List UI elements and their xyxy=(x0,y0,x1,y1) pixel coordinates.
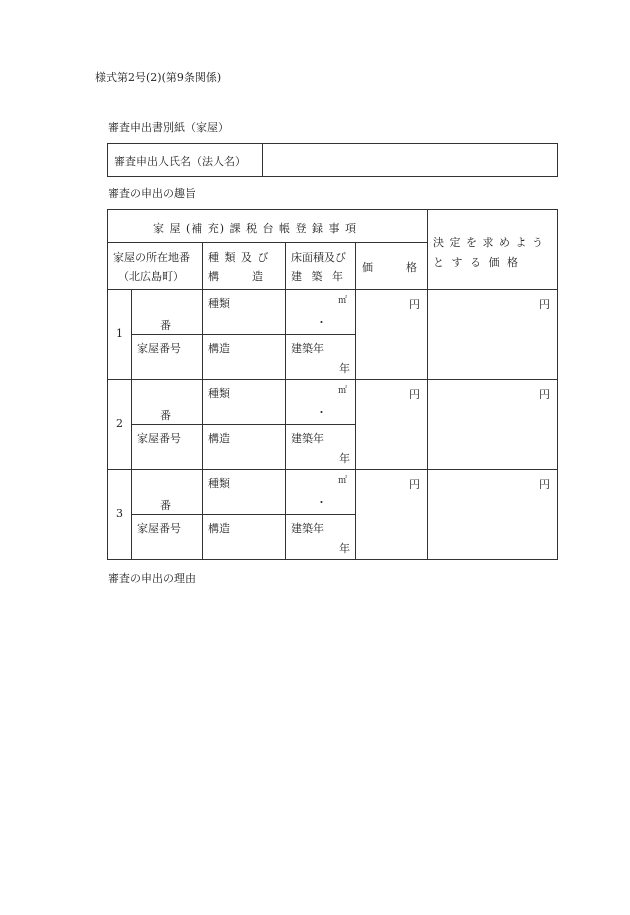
structure-label: 構造 xyxy=(208,342,230,355)
applicant-label: 審査申出人氏名（法人名） xyxy=(114,155,246,168)
built-year-label: 建築年 xyxy=(291,522,324,535)
col-area-2: 建 築 年 xyxy=(291,270,346,283)
structure-label: 構造 xyxy=(208,522,230,535)
row-number: 3 xyxy=(116,507,123,520)
decision-price-unit: 円 xyxy=(539,478,550,491)
house-number-label: 家屋番号 xyxy=(137,432,181,445)
col-type-2: 構 造 xyxy=(208,270,263,283)
decision-header-2: と す る 価 格 xyxy=(433,256,520,269)
purpose-title: 審査の申出の趣旨 xyxy=(108,187,196,200)
col-location-2: （北広島町） xyxy=(118,270,184,283)
house-number-label: 家屋番号 xyxy=(137,522,181,535)
ban-label: 番 xyxy=(160,319,171,332)
year-suffix: 年 xyxy=(339,542,350,555)
structure-label: 構造 xyxy=(208,432,230,445)
decimal-dot: ・ xyxy=(316,316,327,329)
year-suffix: 年 xyxy=(339,452,350,465)
area-unit: ㎡ xyxy=(338,476,348,486)
row-number: 1 xyxy=(116,327,123,340)
group-header: 家 屋 (補 充) 課 税 台 帳 登 録 事 項 xyxy=(153,222,358,235)
row-number: 2 xyxy=(116,417,123,430)
applicant-name-field[interactable] xyxy=(268,148,552,172)
price-unit: 円 xyxy=(409,478,420,491)
decimal-dot: ・ xyxy=(316,406,327,419)
price-unit: 円 xyxy=(409,298,420,311)
reason-title: 審査の申出の理由 xyxy=(108,572,196,585)
house-number-label: 家屋番号 xyxy=(137,342,181,355)
ban-label: 番 xyxy=(160,409,171,422)
type-label: 種類 xyxy=(208,297,230,310)
decision-price-unit: 円 xyxy=(539,388,550,401)
ban-label: 番 xyxy=(160,499,171,512)
area-unit: ㎡ xyxy=(338,386,348,396)
decision-price-unit: 円 xyxy=(539,298,550,311)
area-unit: ㎡ xyxy=(338,296,348,306)
col-area-1: 床面積及び xyxy=(291,251,346,264)
form-id: 様式第2号(2)(第9条関係) xyxy=(95,71,222,84)
col-type-1: 種 類 及 び xyxy=(208,251,270,264)
type-label: 種類 xyxy=(208,387,230,400)
decimal-dot: ・ xyxy=(316,496,327,509)
price-unit: 円 xyxy=(409,388,420,401)
built-year-label: 建築年 xyxy=(291,432,324,445)
col-price: 価 格 xyxy=(362,261,417,274)
col-location-1: 家屋の所在地番 xyxy=(113,251,190,264)
type-label: 種類 xyxy=(208,477,230,490)
decision-header-1: 決 定 を 求 め よ う xyxy=(433,236,544,249)
year-suffix: 年 xyxy=(339,362,350,375)
sheet-title: 審査申出書別紙（家屋） xyxy=(108,121,229,134)
built-year-label: 建築年 xyxy=(291,342,324,355)
